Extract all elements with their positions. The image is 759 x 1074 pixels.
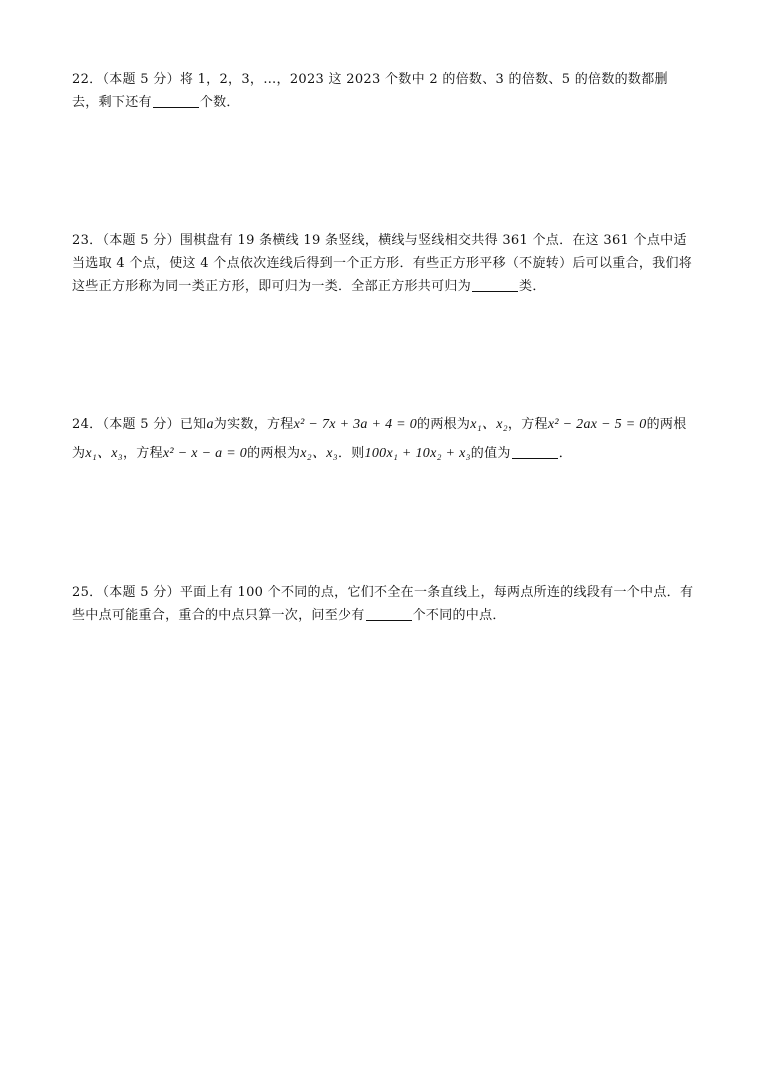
question-24-text-end: ．	[558, 446, 573, 461]
question-25-text-end: 个不同的中点．	[412, 608, 506, 623]
expression-target: 100x₁ + 10x₂ + x₃	[364, 446, 471, 461]
question-24-text-4: ，方程	[507, 417, 548, 432]
question-24-text-8: ．则	[337, 446, 365, 461]
question-24-text-3: 的两根为	[417, 417, 471, 432]
question-24-text-1: 24．（本题 5 分）已知	[72, 417, 207, 432]
question-22-text: 22．（本题 5 分）将 1，2，3，…，2023 这 2023 个数中 2 的倍数、3 的倍数、5 的倍数的数都删去，剩下还有	[72, 72, 668, 110]
question-23	[72, 229, 694, 298]
question-25-text: 25．（本题 5 分）平面上有 100 个不同的点，它们不全在一条直线上，每两点所连的线段有一个中点．有些中点可能重合，重合的中点只算一次，问至少有	[72, 585, 694, 623]
question-22	[72, 68, 694, 114]
question-24-text-6: ，方程	[122, 446, 163, 461]
roots-1: x₁、x₂	[470, 417, 508, 432]
answer-blank-22[interactable]	[153, 93, 199, 108]
question-24-text-2: 为实数，方程	[213, 417, 294, 432]
equation-3: x² − x − a = 0	[162, 446, 248, 461]
question-24	[72, 410, 694, 468]
variable-a: a	[206, 417, 214, 432]
roots-2: x₁、x₃	[85, 446, 123, 461]
question-22-text-end: 个数．	[199, 95, 240, 110]
equation-1: x² − 7x + 3a + 4 = 0	[293, 417, 418, 432]
answer-blank-24[interactable]	[512, 444, 558, 459]
question-23-text-end: 类．	[519, 279, 546, 294]
question-24-text-5: 的两根为	[72, 417, 687, 461]
roots-3: x₂、x₃	[300, 446, 338, 461]
question-24-text-7: 的两根为	[247, 446, 301, 461]
question-24-text-9: 的值为	[470, 446, 511, 461]
equation-2: x² − 2ax − 5 = 0	[547, 417, 647, 432]
question-25	[72, 581, 694, 627]
answer-blank-23[interactable]	[472, 277, 518, 292]
answer-blank-25[interactable]	[366, 606, 412, 621]
question-23-text: 23．（本题 5 分）围棋盘有 19 条横线 19 条竖线，横线与竖线相交共得 361 个点．在这 361 个点中适当选取 4 个点，使这 4 个点依次连线后得到一个正方形．有些正方形平移（不旋转）后可以重合，我们将这些正方形称为同一类正方形，即可归为一类．全部正方形共可归为	[72, 233, 693, 294]
